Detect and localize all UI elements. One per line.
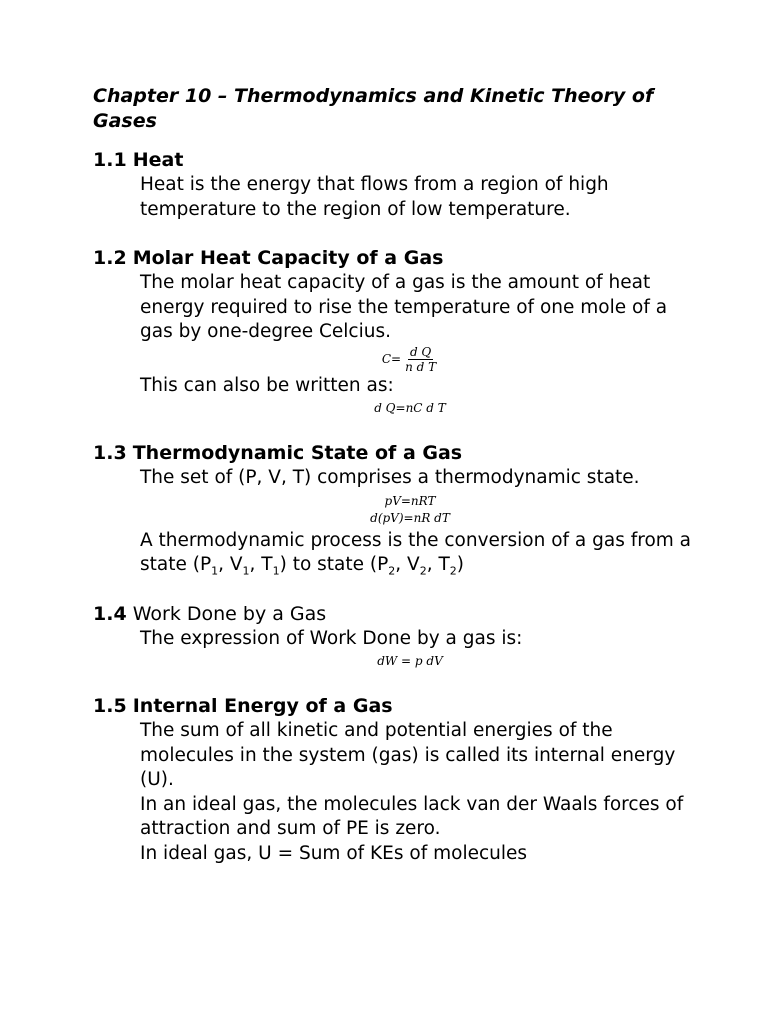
section-body — [140, 627, 693, 671]
section-work-done — [93, 602, 693, 671]
subscript: 2 — [419, 564, 427, 578]
equation-lhs: C= — [381, 351, 402, 366]
subscript: 2 — [388, 564, 396, 578]
text-fragment: , T — [426, 554, 450, 575]
section-body — [140, 466, 693, 578]
chapter-title: Chapter 10 – Thermodynamics and Kinetic Theory of Gases — [93, 85, 654, 132]
section-heat — [93, 148, 693, 222]
text-fragment: ) to state (P — [279, 554, 389, 575]
section-title: Internal Energy of a Gas — [132, 695, 393, 717]
section-heading — [93, 441, 693, 466]
section-title: Heat — [132, 149, 184, 171]
section-body — [140, 271, 693, 417]
paragraph: The molar heat capacity of a gas is the amount of heat energy required to rise the temperature of one mole of a gas by one-degree Celcius. — [140, 272, 668, 342]
paragraph: This can also be written as: — [140, 374, 394, 396]
equation-ideal-gas-differential: d(pV)=nR dT — [370, 510, 450, 525]
section-number: 1.5 — [93, 695, 127, 717]
paragraph: Heat is the energy that flows from a region of high temperature to the region of low temperature. — [140, 174, 609, 220]
section-heading — [93, 148, 693, 173]
fraction-denominator: n d T — [405, 359, 437, 374]
section-molar-heat-capacity — [93, 246, 693, 417]
section-heading — [93, 246, 693, 271]
paragraph: The sum of all kinetic and potential energies of the molecules in the system (gas) is called its internal energy (U). — [140, 720, 676, 790]
section-heading — [93, 694, 693, 719]
section-title: Molar Heat Capacity of a Gas — [132, 247, 444, 269]
equation-heat-capacity — [140, 345, 680, 374]
section-title: Work Done by a Gas — [132, 602, 327, 625]
document-page — [93, 84, 693, 890]
paragraph: The set of (P, V, T) comprises a thermodynamic state. — [140, 467, 640, 488]
equation-work: dW = p dV — [377, 654, 443, 668]
paragraph: The expression of Work Done by a gas is: — [140, 627, 523, 649]
section-number: 1.4 — [93, 602, 127, 625]
equation-dq: d Q=nC d T — [374, 401, 446, 415]
section-number: 1.3 — [93, 442, 127, 464]
fraction — [403, 345, 438, 374]
section-thermodynamic-state — [93, 441, 693, 578]
section-heading — [93, 602, 693, 627]
section-title: Thermodynamic State of a Gas — [132, 442, 463, 464]
section-body — [140, 173, 693, 222]
paragraph: In an ideal gas, the molecules lack van der Waals forces of attraction and sum of PE is zero. — [140, 793, 684, 839]
section-number: 1.2 — [93, 247, 127, 269]
equation-ideal-gas: pV=nRT — [384, 493, 436, 508]
paragraph-text: A thermodynamic process is the conversion of a gas from a state (P — [140, 529, 692, 575]
paragraph — [140, 529, 693, 578]
subscript: 1 — [272, 564, 280, 578]
section-number: 1.1 — [93, 149, 127, 171]
subscript: 1 — [242, 564, 250, 578]
fraction-numerator: d Q — [409, 344, 432, 359]
paragraph: In ideal gas, U = Sum of KEs of molecules — [140, 842, 528, 864]
section-internal-energy — [93, 694, 693, 866]
text-fragment: , T — [249, 554, 273, 575]
text-fragment: , V — [395, 554, 420, 575]
subscript: 2 — [449, 564, 457, 578]
text-fragment: ) — [456, 554, 464, 575]
section-body — [140, 719, 693, 866]
subscript: 1 — [211, 564, 219, 578]
text-fragment: , V — [218, 554, 243, 575]
